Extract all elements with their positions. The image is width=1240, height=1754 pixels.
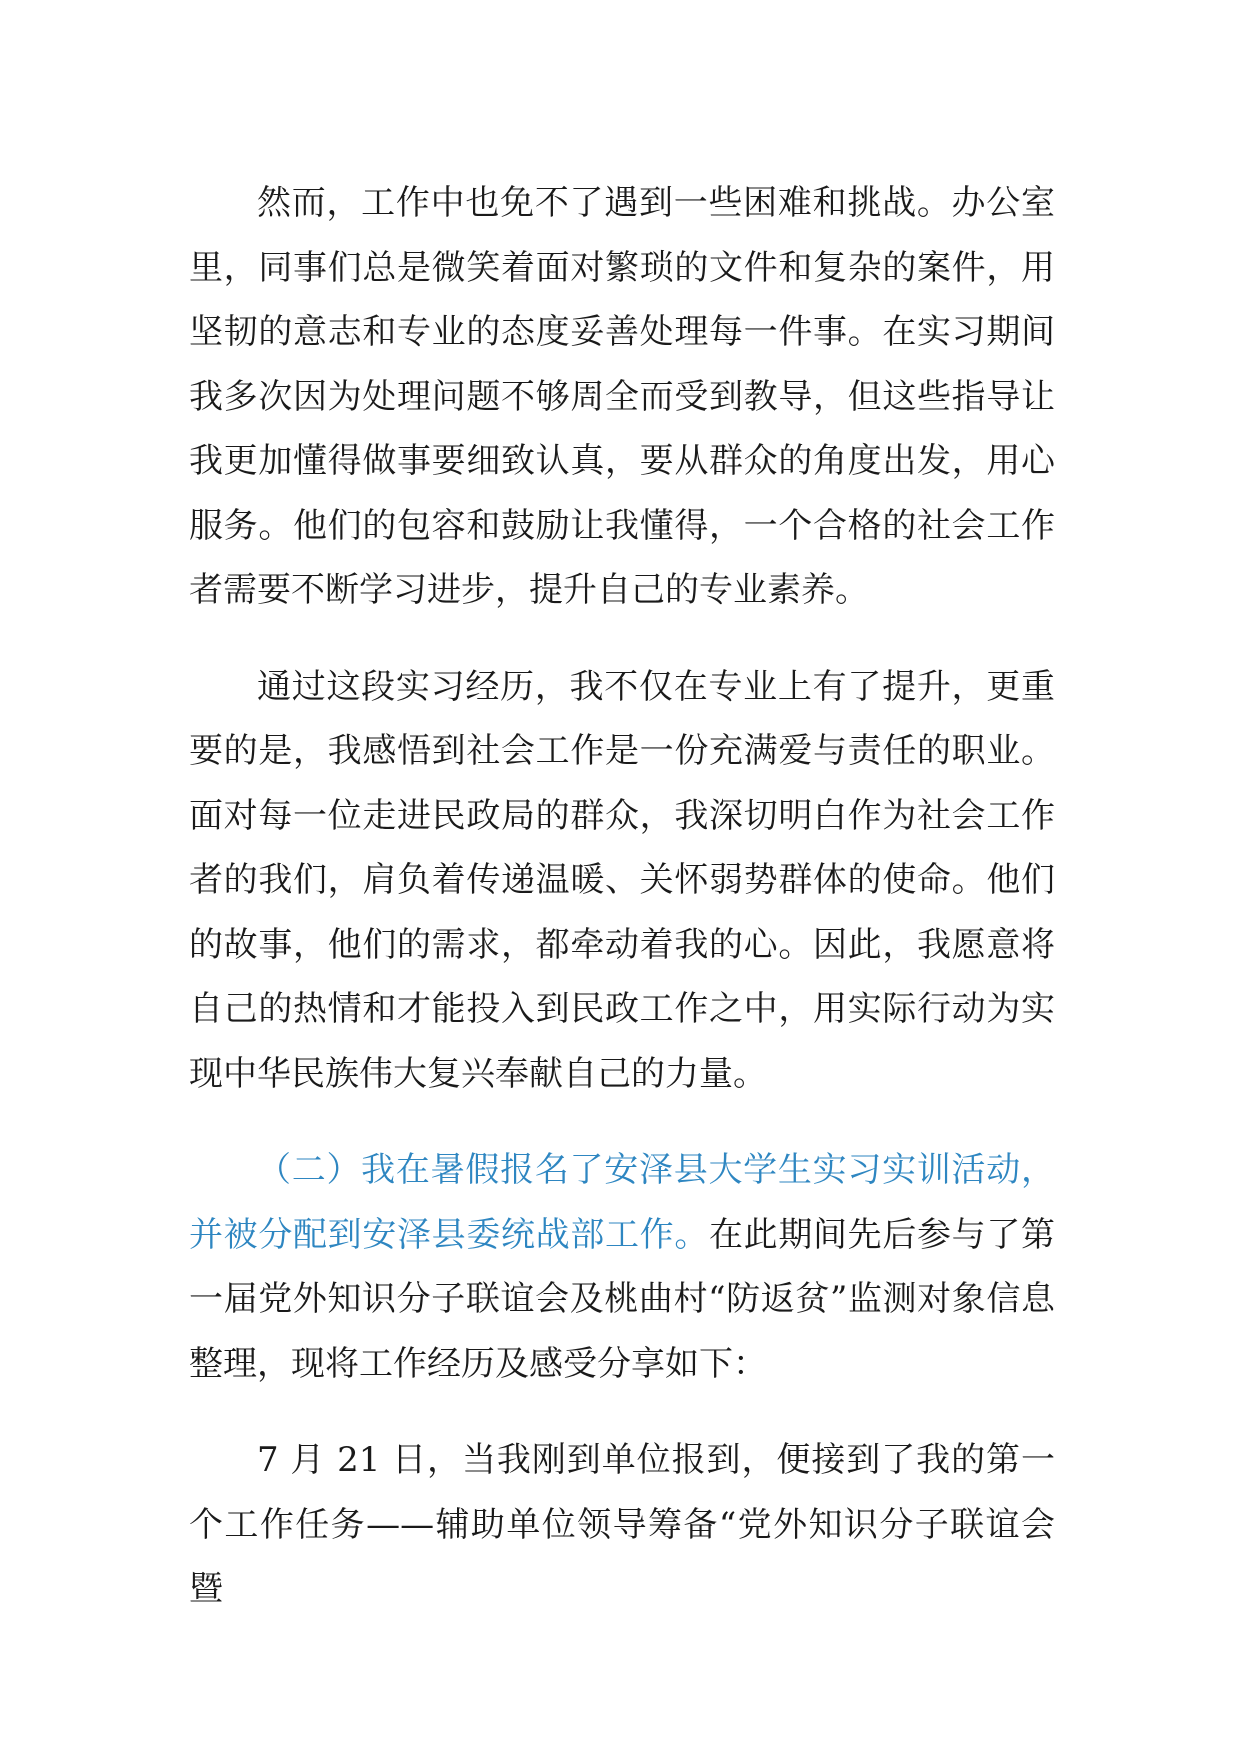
section-intro-text: 在此期间先后参与了第一届党外知识分子联谊会及桃曲村“防返贫”监测对象信息整理，现将工作经历及感受分享如下： — [189, 1214, 1055, 1384]
paragraph-spacer — [189, 623, 1055, 655]
paragraph-difficulties: 然而，工作中也免不了遇到一些困难和挑战。办公室里，同事们总是微笑着面对繁琐的文件和复杂的案件，用坚韧的意志和专业的态度妥善处理每一件事。在实习期间我多次因为处理问题不够周全而受到教导，但这些指导让我更加懂得做事要细致认真，要从群众的角度出发，用心服务。他们的包容和鼓励让我懂得，一个合格的社会工作者需要不断学习进步，提升自己的专业素养。 — [189, 183, 1055, 610]
paragraph-spacer — [189, 1106, 1055, 1138]
paragraph-july-21: 7 月 21 日，当我刚到单位报到，便接到了我的第一个工作任务——辅助单位领导筹备“党外知识分子联谊会暨 — [189, 1440, 1055, 1609]
paragraph-spacer — [189, 1396, 1055, 1428]
paragraph-reflection: 通过这段实习经历，我不仅在专业上有了提升，更重要的是，我感悟到社会工作是一份充满爱与责任的职业。面对每一位走进民政局的群众，我深切明白作为社会工作者的我们，肩负着传递温暖、关怀弱势群体的使命。他们的故事，他们的需求，都牵动着我的心。因此，我愿意将自己的热情和才能投入到民政工作之中，用实际行动为实现中华民族伟大复兴奉献自己的力量。 — [189, 666, 1055, 1094]
paragraph-section-two — [189, 1138, 1055, 1396]
section-heading: （二）我在暑假报名了安泽县大学生实习实训活动，并被分配到安泽县委统战部工作。 — [189, 1150, 1055, 1255]
document-body — [189, 171, 1055, 1622]
